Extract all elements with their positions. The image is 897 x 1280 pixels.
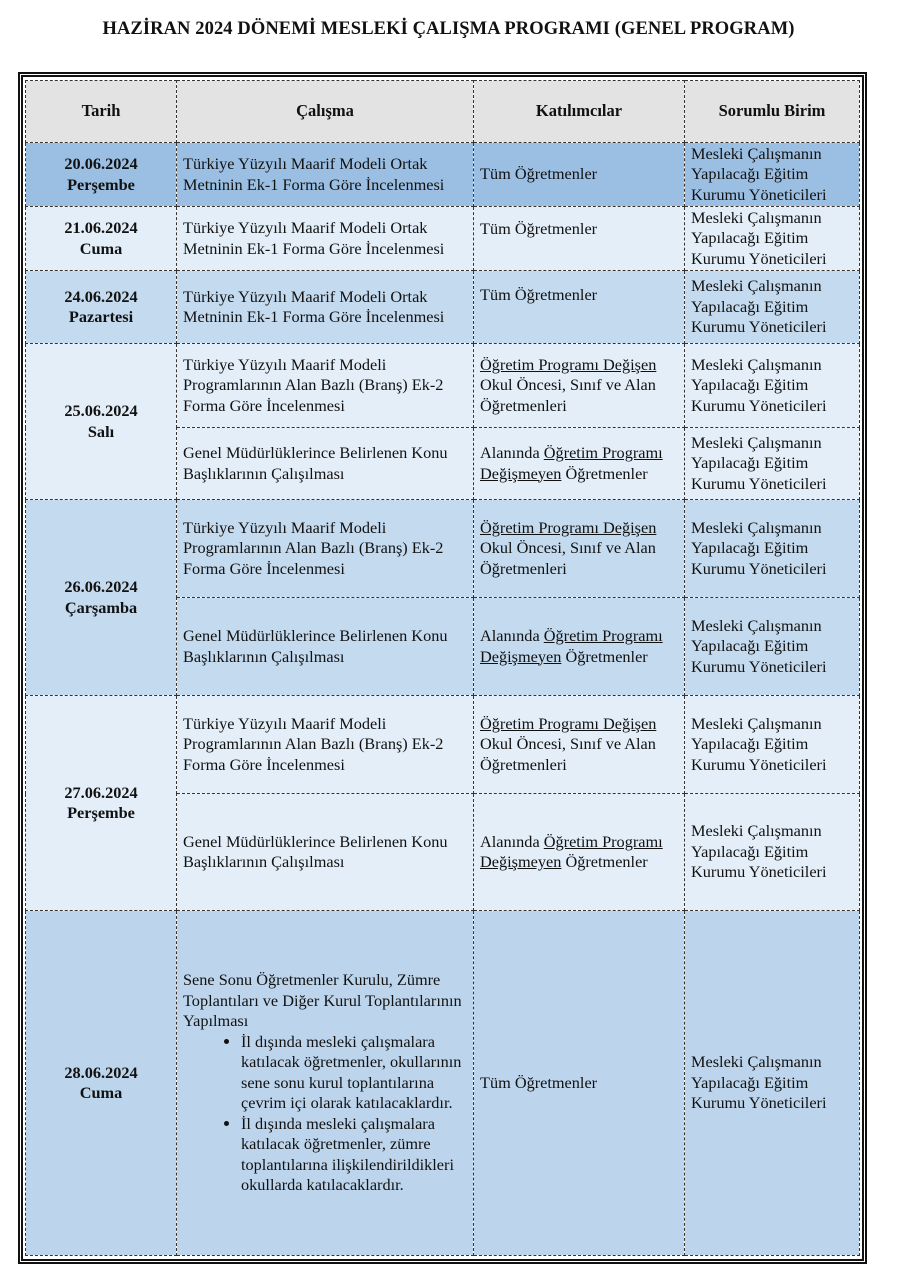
date-cell [26, 207, 177, 271]
table-row [26, 207, 860, 271]
unit-cell: Mesleki Çalışmanın Yapılacağı Eğitim Kurumu Yöneticileri [685, 271, 860, 344]
work-cell: Türkiye Yüzyılı Maarif Modeli Programlarının Alan Bazlı (Branş) Ek-2 Forma Göre İncelenmesi [177, 500, 474, 598]
date-cell [26, 143, 177, 207]
table-row [26, 271, 860, 344]
participants-cell [474, 794, 685, 911]
unit-cell: Mesleki Çalışmanın Yapılacağı Eğitim Kurumu Yöneticileri [685, 344, 860, 428]
participants-cell: Tüm Öğretmenler [474, 271, 685, 344]
date-text: 24.06.2024 [64, 286, 138, 306]
participants-underlined: Öğretim Programı Değişmeyen [480, 626, 663, 666]
unit-cell: Mesleki Çalışmanın Yapılacağı Eğitim Kurumu Yöneticileri [685, 696, 860, 794]
date-text: 21.06.2024 [64, 218, 138, 237]
header-date: Tarih [26, 81, 177, 143]
table-row [26, 500, 860, 598]
unit-cell: Mesleki Çalışmanın Yapılacağı Eğitim Kurumu Yöneticileri [685, 911, 860, 1256]
day-text: Cuma [79, 238, 123, 258]
participants-cell: Tüm Öğretmenler [474, 143, 685, 207]
header-unit: Sorumlu Birim [685, 81, 860, 143]
list-item: • İl dışında mesleki çalışmalara katılacak öğretmenler, zümre toplantılarına ilişkilendirildikleri okullarda katılacaklardır. [241, 1114, 467, 1196]
work-cell: Türkiye Yüzyılı Maarif Modeli Programlarının Alan Bazlı (Branş) Ek-2 Forma Göre İncelenmesi [177, 344, 474, 428]
participants-text: Okul Öncesi, Sınıf ve Alan Öğretmenleri [480, 538, 656, 578]
work-cell: Türkiye Yüzyılı Maarif Modeli Programlarının Alan Bazlı (Branş) Ek-2 Forma Göre İncelenmesi [177, 696, 474, 794]
participants-underlined: Öğretim Programı Değişen [480, 354, 657, 374]
table-row [26, 911, 860, 1256]
unit-cell: Mesleki Çalışmanın Yapılacağı Eğitim Kurumu Yöneticileri [685, 794, 860, 911]
document-title: HAZİRAN 2024 DÖNEMİ MESLEKİ ÇALIŞMA PROGRAMI (GENEL PROGRAM) [102, 19, 795, 39]
participants-text: Öğretmenler [561, 852, 648, 871]
day-text: Perşembe [67, 174, 135, 194]
day-text: Cuma [79, 1083, 123, 1102]
date-cell [26, 696, 177, 911]
participants-underlined: Öğretim Programı Değişmeyen [480, 831, 663, 871]
date-cell [26, 271, 177, 344]
work-cell: Genel Müdürlüklerince Belirlenen Konu Başlıklarının Çalışılması [177, 794, 474, 911]
header-work: Çalışma [177, 81, 474, 143]
participants-cell: Tüm Öğretmenler [474, 207, 685, 271]
date-text: 20.06.2024 [64, 154, 138, 173]
table-row [26, 696, 860, 794]
work-text: Sene Sonu Öğretmenler Kurulu, Zümre Toplantıları ve Diğer Kurul Toplantılarının Yapılması [183, 970, 462, 1031]
participants-cell [474, 696, 685, 794]
work-cell: Genel Müdürlüklerince Belirlenen Konu Başlıklarının Çalışılması [177, 428, 474, 500]
work-cell: Genel Müdürlüklerince Belirlenen Konu Başlıklarının Çalışılması [177, 598, 474, 696]
header-participants: Katılımcılar [474, 81, 685, 143]
date-text: 26.06.2024 [64, 577, 138, 596]
participants-text: Okul Öncesi, Sınıf ve Alan Öğretmenleri [480, 734, 656, 774]
work-cell: Türkiye Yüzyılı Maarif Modeli Ortak Metninin Ek-1 Forma Göre İncelenmesi [177, 271, 474, 344]
program-table [25, 80, 860, 1256]
day-text: Perşembe [67, 803, 135, 822]
participants-text: Okul Öncesi, Sınıf ve Alan Öğretmenleri [480, 375, 656, 415]
participants-text: Alanında [480, 443, 544, 462]
date-text: 27.06.2024 [64, 782, 138, 802]
work-cell: Türkiye Yüzyılı Maarif Modeli Ortak Metninin Ek-1 Forma Göre İncelenmesi [177, 143, 474, 207]
work-cell [177, 911, 474, 1256]
participants-underlined: Öğretim Programı Değişen [480, 713, 657, 733]
day-text: Salı [87, 421, 115, 441]
date-cell [26, 344, 177, 500]
day-text: Çarşamba [64, 597, 138, 617]
participants-cell [474, 344, 685, 428]
table-row [26, 344, 860, 428]
unit-cell: Mesleki Çalışmanın Yapılacağı Eğitim Kurumu Yöneticileri [685, 500, 860, 598]
date-text: 28.06.2024 [64, 1062, 138, 1082]
work-cell: Türkiye Yüzyılı Maarif Modeli Ortak Metninin Ek-1 Forma Göre İncelenmesi [177, 207, 474, 271]
unit-cell: Mesleki Çalışmanın Yapılacağı Eğitim Kurumu Yöneticileri [685, 598, 860, 696]
participants-cell [474, 428, 685, 500]
participants-text: Alanında [480, 831, 544, 851]
participants-cell [474, 500, 685, 598]
participants-cell [474, 598, 685, 696]
participants-text: Öğretmenler [561, 463, 648, 483]
date-text: 25.06.2024 [64, 401, 138, 420]
participants-text: Öğretmenler [561, 646, 648, 666]
participants-cell: Tüm Öğretmenler [474, 911, 685, 1256]
table-row [26, 143, 860, 207]
participants-underlined: Öğretim Programı Değişen [480, 517, 657, 537]
unit-cell: Mesleki Çalışmanın Yapılacağı Eğitim Kurumu Yöneticileri [685, 143, 860, 207]
unit-cell: Mesleki Çalışmanın Yapılacağı Eğitim Kurumu Yöneticileri [685, 428, 860, 500]
participants-underlined: Öğretim Programı Değişmeyen [480, 443, 663, 483]
notes-list [183, 1032, 467, 1196]
participants-text: Alanında [480, 626, 544, 645]
date-cell [26, 911, 177, 1256]
unit-cell: Mesleki Çalışmanın Yapılacağı Eğitim Kurumu Yöneticileri [685, 207, 860, 271]
list-item: • İl dışında mesleki çalışmalara katılacak öğretmenler, okullarının sene sonu kurul toplantılarına çevrim içi olarak katılacaklardır. [241, 1032, 467, 1114]
header-row [26, 81, 860, 143]
date-cell [26, 500, 177, 696]
day-text: Pazartesi [68, 307, 134, 326]
